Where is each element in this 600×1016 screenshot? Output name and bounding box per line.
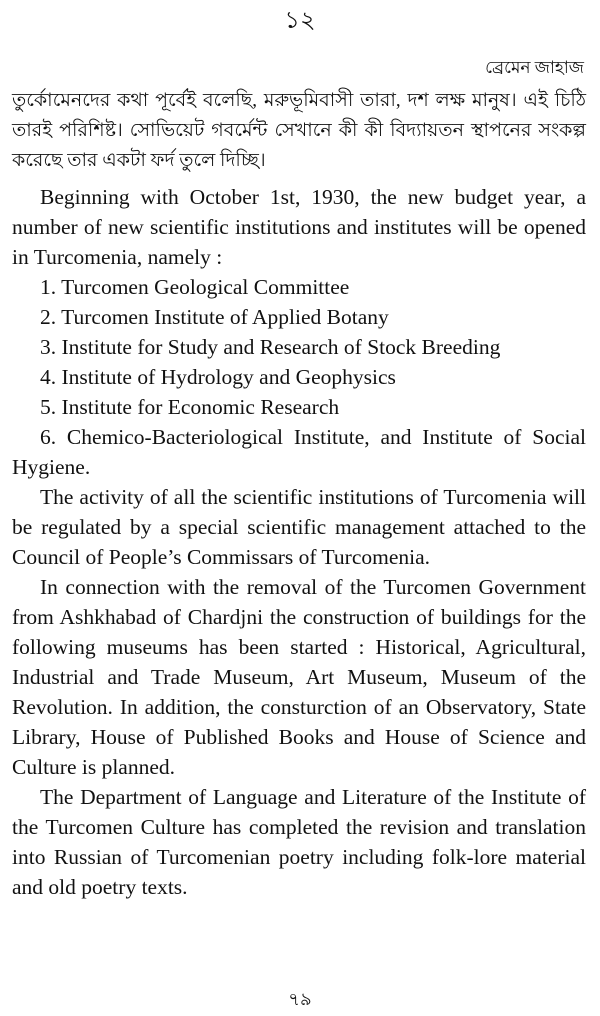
institutions-list <box>12 272 586 482</box>
page-body <box>12 86 586 902</box>
page-number-top: ১২ <box>284 8 316 34</box>
list-item: 2. Turcomen Institute of Applied Botany <box>40 305 389 329</box>
running-head: ব্রেমেন জাহাজ <box>485 58 584 77</box>
list-item: 1. Turcomen Geological Committee <box>40 275 350 299</box>
opening-paragraph: Beginning with October 1st, 1930, the new budget year, a number of new scientific institutions and institutes will be opened in Turcomenia, namely : <box>12 185 586 269</box>
regulation-paragraph: The activity of all the scientific institutions of Turcomenia will be regulated by a special scientific management attached to the Council of People’s Commissars of Turcomenia. <box>12 485 586 569</box>
page-number-bottom: ৭৯ <box>288 989 312 1009</box>
list-item: 5. Institute for Economic Research <box>40 395 340 419</box>
literature-paragraph: The Department of Language and Literature of the Institute of the Turcomen Culture has completed the revision and translation into Russian of Turcomenian poetry including folk-lore material and old poetry texts. <box>12 785 586 899</box>
museums-paragraph: In connection with the removal of the Turcomen Government from Ashkhabad of Chardjni the construction of buildings for the following museums has been started : Historical, Agricultural, Industrial and Trade Museum, Art Museum, Museum of the Revolution. In addition, the consturction of an Observatory, State Library, House of Published Books and House of Science and Culture is planned. <box>12 575 586 779</box>
list-item-wrapped <box>12 422 586 482</box>
list-item: 3. Institute for Study and Research of Stock Breeding <box>40 335 501 359</box>
bengali-intro-paragraph: তুর্কোমেনদের কথা পূর্বেই বলেছি, মরুভূমিবাসী তারা, দশ লক্ষ মানুষ। এই চিঠি তারই পরিশিষ্ট। সোভিয়েট গবর্মেন্ট সেখানে কী কী বিদ্যায়তন স্থাপনের সংকল্প করেছে তার একটা ফর্দ তুলে দিচ্ছি। <box>12 90 586 171</box>
list-item: 4. Institute of Hydrology and Geophysics <box>40 365 396 389</box>
list-item-text: 6. Chemico-Bacteriological Institute, and Institute of Social Hygiene. <box>12 425 586 479</box>
